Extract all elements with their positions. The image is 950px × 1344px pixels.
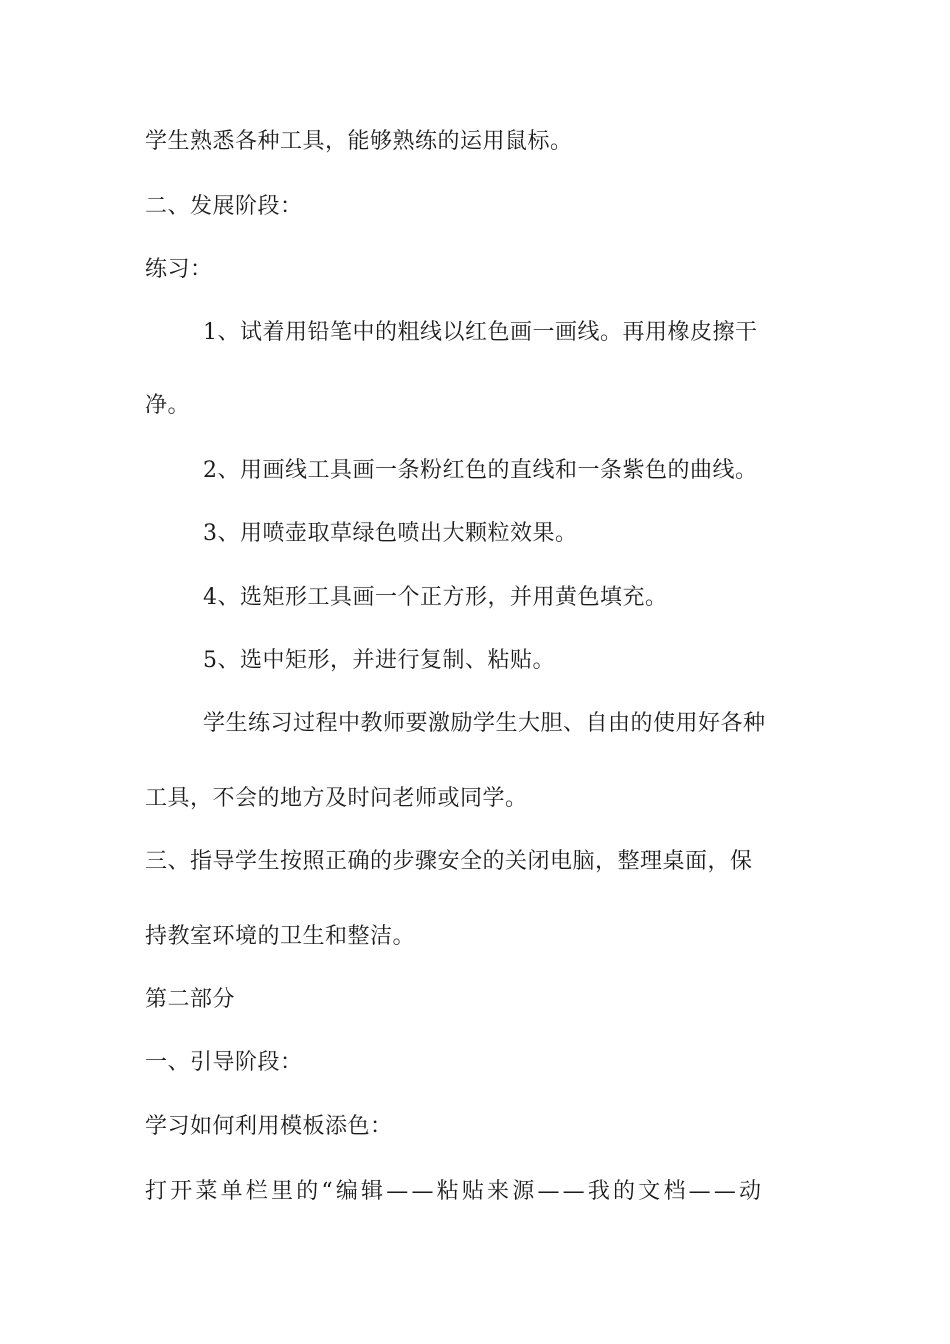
exercise-item: 4、选矩形工具画一个正方形，并用黄色填充。 [203, 585, 668, 610]
part-heading: 第二部分 [145, 987, 236, 1012]
section-heading: 三、指导学生按照正确的步骤安全的关闭电脑，整理桌面，保 [145, 849, 753, 874]
exercise-item: 1、试着用铅笔中的粗线以红色画一画线。再用橡皮擦干 [203, 320, 758, 345]
section-heading: 一、引导阶段： [145, 1050, 303, 1075]
exercise-item: 2、用画线工具画一条粉红色的直线和一条紫色的曲线。 [203, 458, 758, 483]
paragraph-line: 净。 [145, 393, 191, 418]
paragraph-line: 练习： [145, 257, 213, 282]
paragraph-line: 学生熟悉各种工具，能够熟练的运用鼠标。 [145, 129, 573, 154]
paragraph-line: 学习如何利用模板添色： [145, 1114, 393, 1139]
exercise-item: 3、用喷壶取草绿色喷出大颗粒效果。 [203, 521, 578, 546]
paragraph-line: 持教室环境的卫生和整洁。 [145, 924, 416, 949]
paragraph-line: 工具，不会的地方及时问老师或同学。 [145, 786, 528, 811]
section-heading: 二、发展阶段： [145, 194, 303, 219]
paragraph-line: 打开菜单栏里的“编辑——粘贴来源——我的文档——动 [145, 1179, 765, 1204]
exercise-item: 5、选中矩形，并进行复制、粘贴。 [203, 648, 555, 673]
paragraph-line: 学生练习过程中教师要激励学生大胆、自由的使用好各种 [203, 711, 766, 736]
